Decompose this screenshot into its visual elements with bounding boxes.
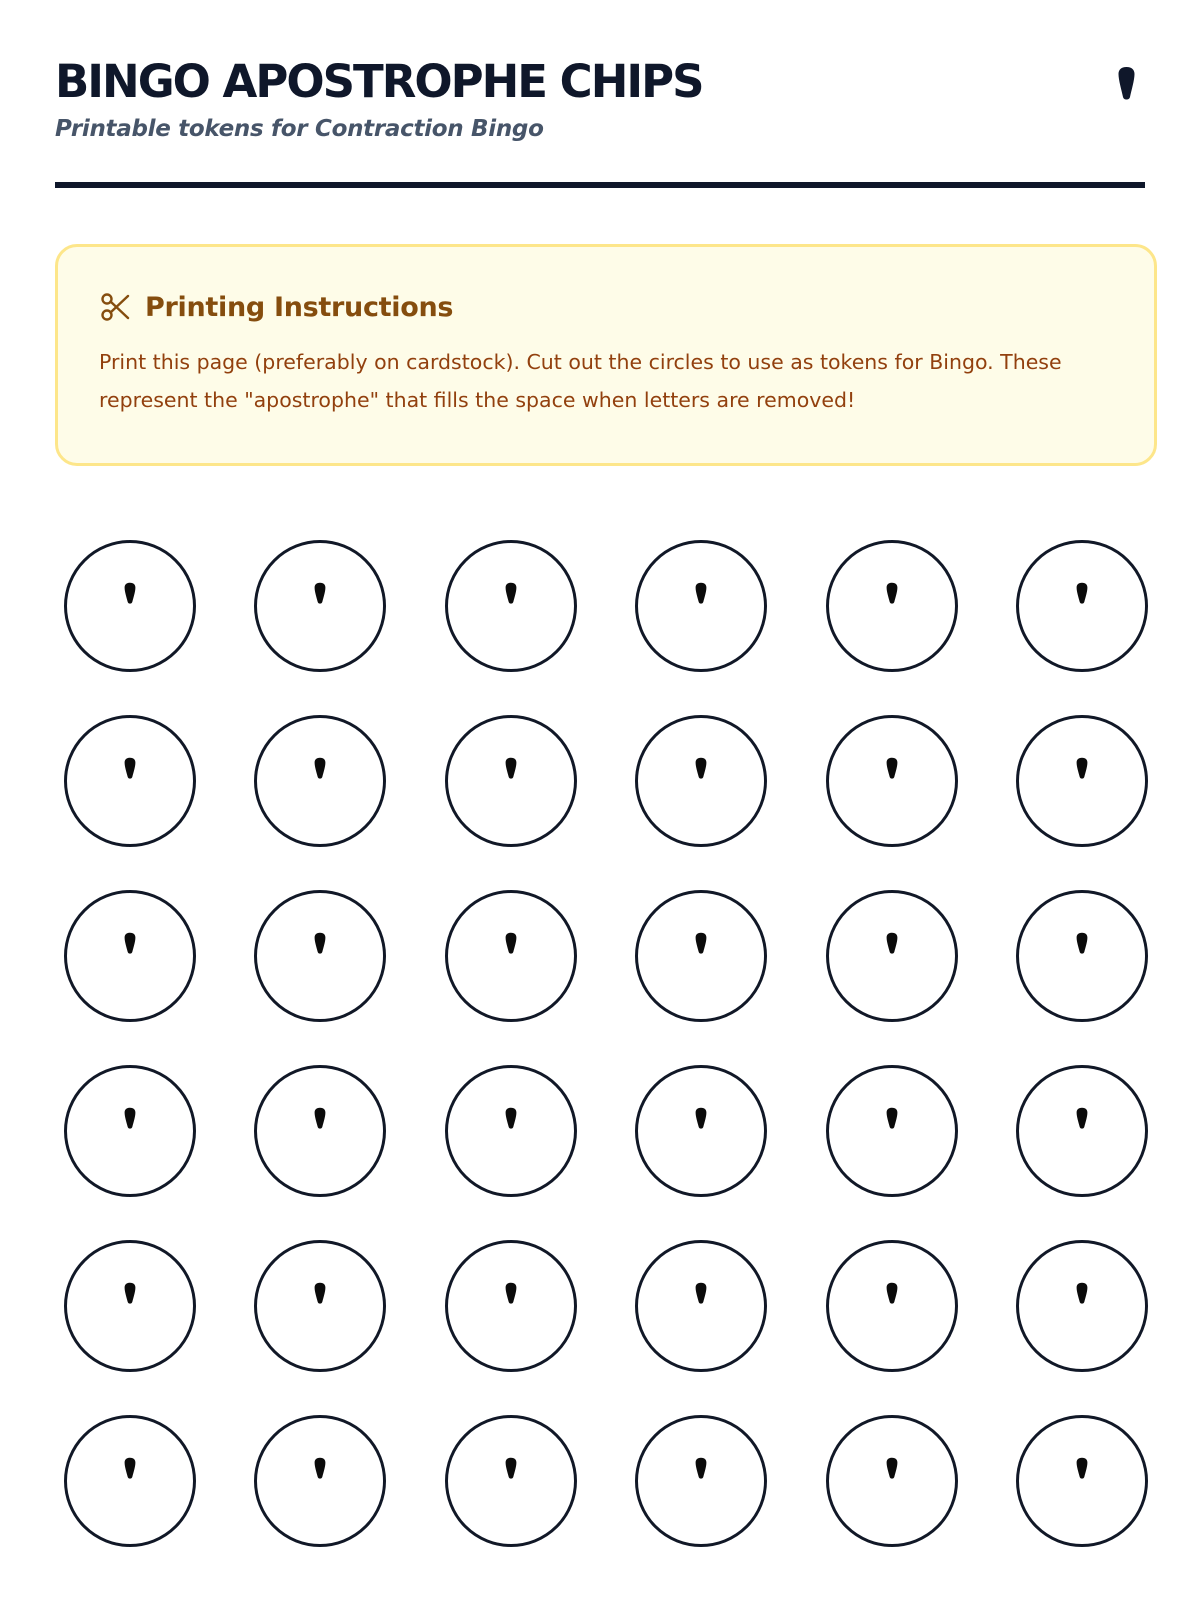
chip-row (55, 1240, 1157, 1415)
page-header (55, 0, 1145, 188)
apostrophe-icon (124, 932, 136, 954)
chip-row (55, 1415, 1157, 1590)
apostrophe-chip (635, 1240, 767, 1372)
apostrophe-icon (695, 1457, 707, 1479)
apostrophe-icon (124, 757, 136, 779)
apostrophe-icon (124, 582, 136, 604)
apostrophe-chip (445, 890, 577, 1022)
apostrophe-icon (695, 1282, 707, 1304)
apostrophe-icon (886, 932, 898, 954)
chip-row (55, 715, 1157, 890)
apostrophe-icon (695, 757, 707, 779)
apostrophe-chip (635, 1415, 767, 1547)
apostrophe-icon (886, 1457, 898, 1479)
apostrophe-chip (254, 890, 386, 1022)
instructions-header (99, 289, 1114, 325)
apostrophe-icon (505, 582, 517, 604)
instructions-title: Printing Instructions (145, 291, 454, 323)
apostrophe-chip (254, 540, 386, 672)
apostrophe-icon (1076, 757, 1088, 779)
apostrophe-chip (445, 1240, 577, 1372)
apostrophe-icon (886, 757, 898, 779)
apostrophe-icon (314, 582, 326, 604)
scissors-icon (99, 291, 131, 323)
apostrophe-chip (635, 890, 767, 1022)
apostrophe-icon (1076, 1107, 1088, 1129)
apostrophe-chip (445, 715, 577, 847)
apostrophe-chip (64, 1065, 196, 1197)
apostrophe-chip (254, 1415, 386, 1547)
apostrophe-chip (826, 890, 958, 1022)
apostrophe-icon (505, 757, 517, 779)
apostrophe-icon (886, 582, 898, 604)
chip-row (55, 1065, 1157, 1240)
apostrophe-chip (635, 1065, 767, 1197)
apostrophe-chip (826, 715, 958, 847)
apostrophe-icon (124, 1457, 136, 1479)
apostrophe-icon (314, 1457, 326, 1479)
apostrophe-icon (1076, 932, 1088, 954)
apostrophe-icon (505, 1457, 517, 1479)
apostrophe-chip (635, 540, 767, 672)
apostrophe-chip (64, 1415, 196, 1547)
page-subtitle: Printable tokens for Contraction Bingo (55, 116, 544, 142)
apostrophe-chip (445, 540, 577, 672)
page-title: BINGO APOSTROPHE CHIPS (55, 55, 703, 108)
apostrophe-chip (1016, 1065, 1148, 1197)
instructions-text: Print this page (preferably on cardstock). Cut out the circles to use as tokens for Bingo. These represent the "apostrophe" that fills the space when letters are removed! (99, 350, 1062, 412)
apostrophe-chip (254, 1240, 386, 1372)
apostrophe-chip (64, 715, 196, 847)
apostrophe-icon (1118, 66, 1135, 100)
apostrophe-icon (124, 1107, 136, 1129)
apostrophe-chip (445, 1415, 577, 1547)
apostrophe-icon (505, 1282, 517, 1304)
apostrophe-chip (826, 540, 958, 672)
apostrophe-icon (1076, 582, 1088, 604)
apostrophe-icon (124, 1282, 136, 1304)
chip-grid (55, 540, 1157, 1576)
apostrophe-icon (314, 1282, 326, 1304)
apostrophe-chip (826, 1065, 958, 1197)
apostrophe-icon (695, 1107, 707, 1129)
chip-row (55, 890, 1157, 1065)
apostrophe-chip (64, 890, 196, 1022)
apostrophe-icon (886, 1282, 898, 1304)
apostrophe-icon (1076, 1282, 1088, 1304)
apostrophe-chip (826, 1415, 958, 1547)
apostrophe-chip (64, 1240, 196, 1372)
apostrophe-chip (64, 540, 196, 672)
apostrophe-icon (314, 932, 326, 954)
apostrophe-chip (1016, 715, 1148, 847)
apostrophe-chip (445, 1065, 577, 1197)
apostrophe-chip (254, 715, 386, 847)
printing-instructions-box (55, 244, 1157, 466)
chip-row (55, 540, 1157, 715)
apostrophe-icon (695, 582, 707, 604)
apostrophe-chip (826, 1240, 958, 1372)
apostrophe-chip (254, 1065, 386, 1197)
apostrophe-icon (695, 932, 707, 954)
apostrophe-icon (314, 757, 326, 779)
apostrophe-chip (635, 715, 767, 847)
apostrophe-icon (314, 1107, 326, 1129)
apostrophe-chip (1016, 890, 1148, 1022)
apostrophe-chip (1016, 1240, 1148, 1372)
apostrophe-icon (886, 1107, 898, 1129)
apostrophe-icon (1076, 1457, 1088, 1479)
apostrophe-chip (1016, 1415, 1148, 1547)
apostrophe-chip (1016, 540, 1148, 672)
apostrophe-icon (505, 1107, 517, 1129)
apostrophe-icon (505, 932, 517, 954)
